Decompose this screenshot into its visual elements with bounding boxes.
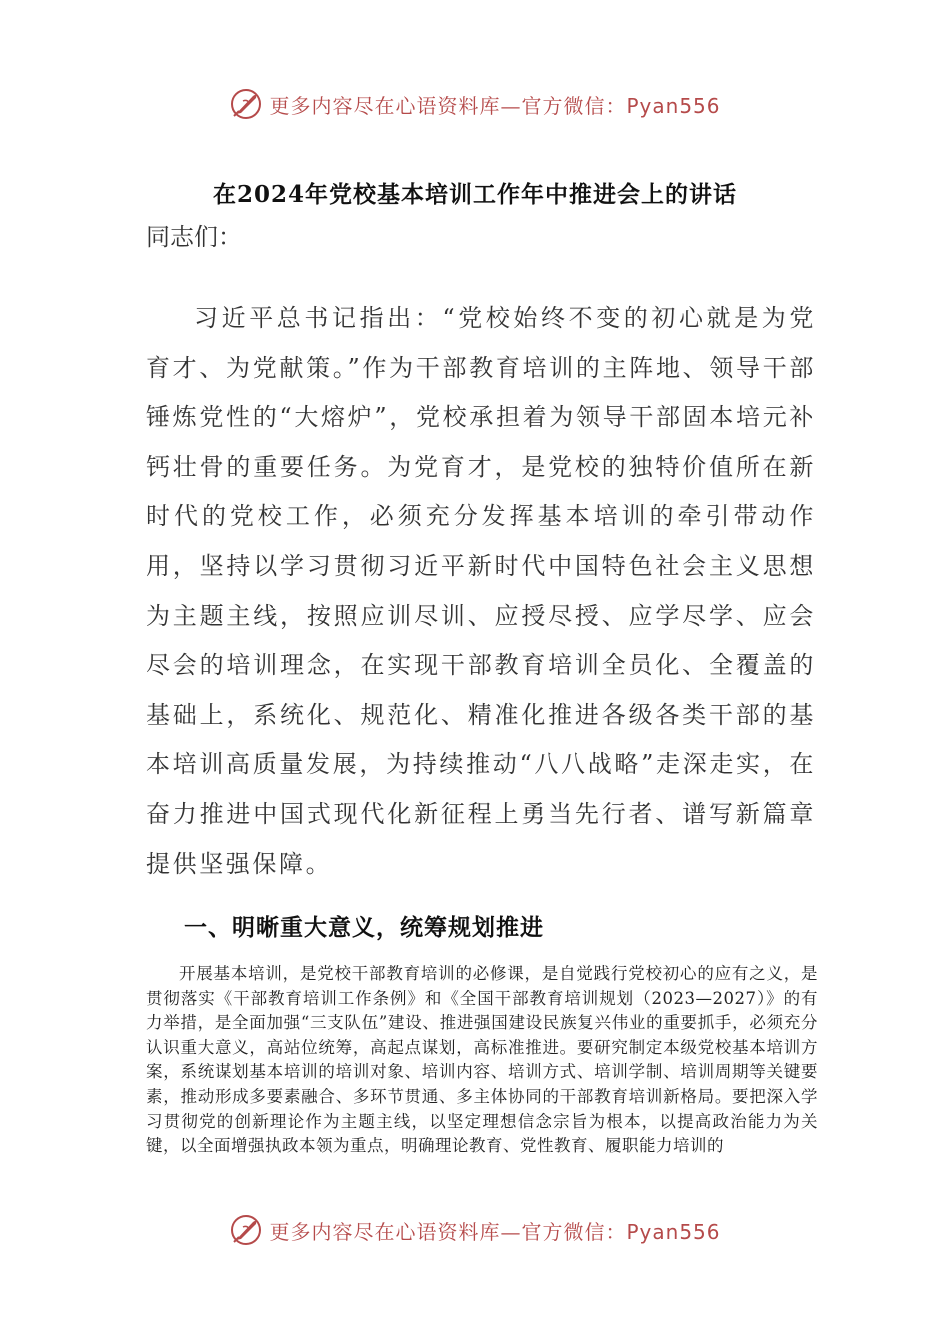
salutation: 同志们： (146, 223, 242, 251)
watermark-text: 更多内容尽在心语资料库—官方微信：Pyan556 (269, 1219, 721, 1244)
section-heading-1: 一、明晰重大意义，统筹规划推进 (184, 914, 544, 941)
paragraph-intro: 习近平总书记指出：“党校始终不变的初心就是为党育才、为党献策。”作为干部教育培训的主阵地、领导干部锤炼党性的“大熔炉”，党校承担着为领导干部固本培元补钙壮骨的重要任务。为党育才，是党校的独特价值所在新时代的党校工作，必须充分发挥基本培训的牵引带动作用，坚持以学习贯彻习近平新时代中国特色社会主义思想为主题主线，按照应训尽训、应授尽授、应学尽学、应会尽会的培训理念，在实现干部教育培训全员化、全覆盖的基础上，系统化、规范化、精准化推进各级各类干部的基本培训高质量发展，为持续推动“八八战略”走深走实，在奋力推进中国式现代化新征程上勇当先行者、谱写新篇章提供坚强保障。 (146, 304, 816, 878)
quill-logo-icon (229, 87, 263, 121)
watermark-banner-top (0, 84, 950, 124)
quill-logo-icon (229, 1213, 263, 1247)
watermark-banner-bottom (0, 1210, 950, 1250)
paragraph-section-1: 开展基本培训，是党校干部教育培训的必修课，是自觉践行党校初心的应有之义，是贯彻落实《干部教育培训工作条例》和《全国干部教育培训规划（2023—2027）》的有力举措，是全面加强“三支队伍”建设、推进强国建设民族复兴伟业的重要抓手，必须充分认识重大意义，高站位统筹，高起点谋划，高标准推进。要研究制定本级党校基本培训方案，系统谋划基本培训的培训对象、培训内容、培训方式、培训学制、培训周期等关键要素，推动形成多要素融合、多环节贯通、多主体协同的干部教育培训新格局。要把深入学习贯彻党的创新理论作为主题主线，以坚定理想信念宗旨为根本，以提高政治能力为关键，以全面增强执政本领为重点，明确理论教育、党性教育、履职能力培训的 (146, 964, 818, 1156)
watermark-text: 更多内容尽在心语资料库—官方微信：Pyan556 (269, 93, 721, 118)
document-title: 在2024年党校基本培训工作年中推进会上的讲话 (212, 181, 737, 208)
